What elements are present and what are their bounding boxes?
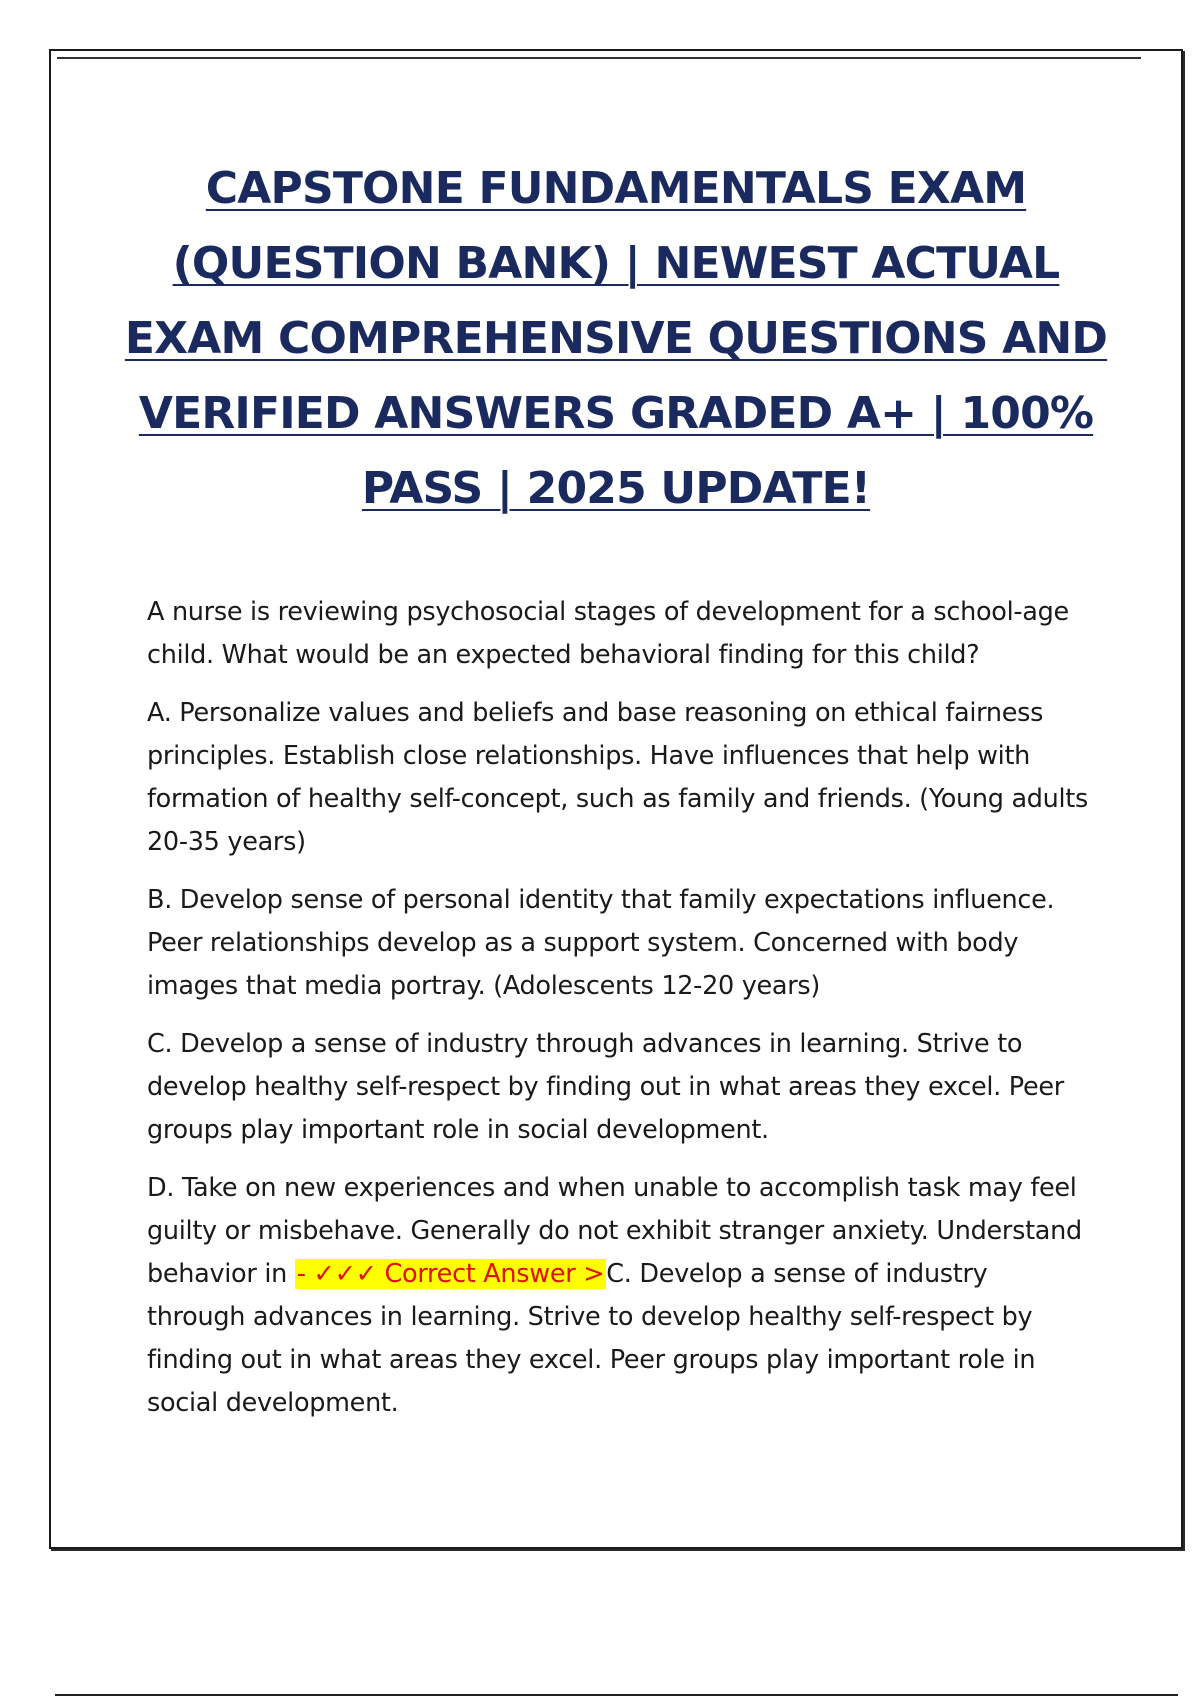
option-c: C. Develop a sense of industry through advances in learning. Strive to develop healthy self-respect by finding out in what areas they excel. Peer groups play important role in social development. — [147, 1029, 1064, 1145]
document-page — [49, 49, 1183, 1549]
option-d-with-answer — [147, 1167, 1091, 1425]
correct-answer-text: C. Develop a sense of industry through advances in learning. Strive to develop healthy self-respect by finding out in what areas they excel. Peer groups play important role in social development. — [147, 1259, 1036, 1418]
correct-answer-tag: - ✓✓✓ Correct Answer > — [296, 1259, 605, 1289]
bottom-divider — [55, 1694, 1178, 1696]
question-text: A nurse is reviewing psychosocial stages of development for a school-age child. What would be an expected behavioral finding for this child? — [147, 597, 1069, 670]
option-d: D. Take on new experiences and when unable to accomplish task may feel guilty or misbehave. Generally do not exhibit stranger anxiety. Understand behavior in — [147, 1173, 1082, 1289]
document-title: CAPSTONE FUNDAMENTALS EXAM (QUESTION BANK) | NEWEST ACTUAL EXAM COMPREHENSIVE QUESTIONS AND VERIFIED ANSWERS GRADED A+ | 100% PASS | 2025 UPDATE! — [124, 163, 1108, 514]
option-a: A. Personalize values and beliefs and base reasoning on ethical fairness principles. Establish close relationships. Have influences that help with formation of healthy self-concept, such as family and friends. (Young adults 20-35 years) — [147, 698, 1088, 857]
top-divider — [57, 57, 1141, 59]
question-block — [147, 591, 1091, 1440]
option-b: B. Develop sense of personal identity that family expectations influence. Peer relationships develop as a support system. Concerned with body images that media portray. (Adolescents 12-20 years) — [147, 885, 1055, 1001]
